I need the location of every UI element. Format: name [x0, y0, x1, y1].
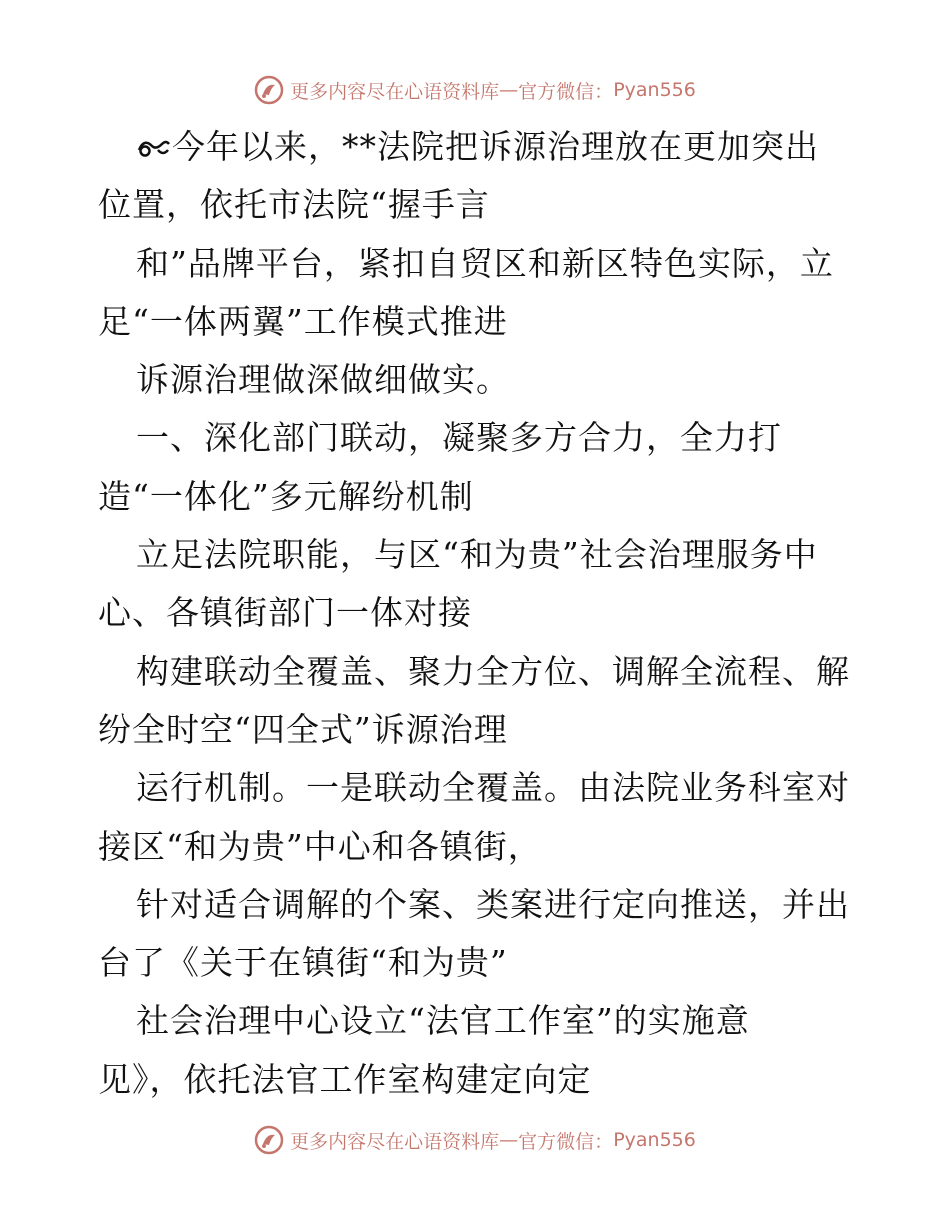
banner-wechat-label: 官方微信： [518, 80, 614, 103]
header-banner [0, 70, 950, 110]
paragraph-line: 见》，依托法官工作室构建定向定 [98, 1059, 592, 1099]
brand-logo-icon [254, 75, 284, 105]
paragraph-line: 立足法院职能，与区“和为贵”社会治理服务中 [136, 535, 818, 575]
flower-bullet-icon [136, 132, 172, 160]
footer-banner [0, 1120, 950, 1160]
banner-wechat-id: Pyan556 [613, 79, 696, 101]
banner-separator: — [499, 79, 519, 101]
brand-logo-icon [254, 1125, 284, 1155]
section-heading-line: 造“一体化”多元解纷机制 [98, 476, 474, 516]
banner-wechat-label: 官方微信： [518, 1130, 614, 1153]
paragraph-line: 社会治理中心设立“法官工作室”的实施意 [136, 1001, 750, 1041]
paragraph-line: 诉源治理做深做细做实。 [136, 360, 510, 400]
section-heading-line: 一、深化部门联动，凝聚多方合力，全力打 [136, 418, 782, 458]
paragraph-line: 运行机制。一是联动全覆盖。由法院业务科室对 [136, 768, 850, 808]
paragraph-line: 位置，依托市法院“握手言 [98, 185, 490, 225]
banner-main-text: 更多内容尽在心语资料库 [290, 1130, 500, 1153]
paragraph-line: 足“一体两翼”工作模式推进 [98, 301, 508, 341]
paragraph-line: 今年以来，**法院把诉源治理放在更加突出 [98, 118, 858, 176]
paragraph-line: 纷全时空“四全式”诉源治理 [98, 709, 508, 749]
paragraph-line: 台了《关于在镇街“和为贵” [98, 943, 508, 983]
banner-separator: — [499, 1129, 519, 1151]
document-body [98, 118, 858, 1109]
banner-main-text: 更多内容尽在心语资料库 [290, 80, 500, 103]
paragraph-line: 构建联动全覆盖、聚力全方位、调解全流程、解 [136, 651, 850, 691]
banner-wechat-id: Pyan556 [613, 1129, 696, 1151]
paragraph-line: 心、各镇街部门一体对接 [98, 593, 472, 633]
paragraph-line: 和”品牌平台，紧扣自贸区和新区特色实际，立 [136, 243, 834, 283]
paragraph-line: 接区“和为贵”中心和各镇街， [98, 826, 542, 866]
paragraph-line: 针对适合调解的个案、类案进行定向推送，并出 [136, 884, 850, 924]
